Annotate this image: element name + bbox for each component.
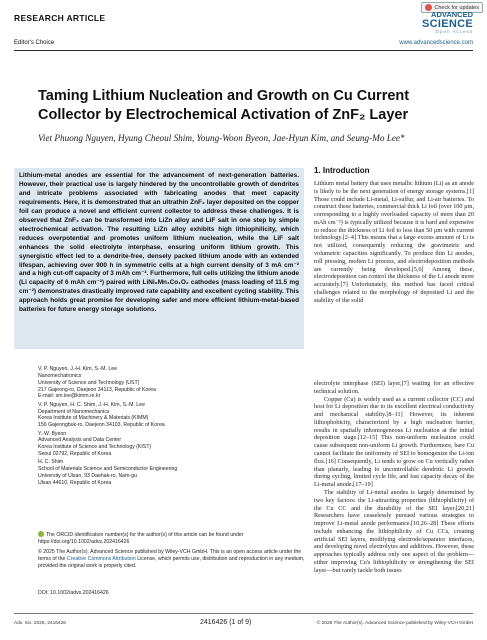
affiliations — [38, 366, 308, 488]
author-list: Viet Phuong Nguyen, Hyung Cheoul Shim, Young-Woon Byeon, Jae-Hyun Kim, and Seung-Mo Lee* — [38, 133, 405, 143]
affiliation-item: H. C. Shim School of Materials Science and Semiconductor Engineering University of Ulsan, 93 Daehak-ro, Nam-gu Ulsan 44610, Republic of Korea — [38, 459, 178, 486]
abstract-text: Lithium-metal anodes are essential for the advancement of next-generation batteries. However, their practical use is largely hindered by the uncontrollable growth of dendrites and intricate problems associated with fabricating anodes that meet capacity requirements. Here, it is demonstrated that an ultrathin ZnF₂ layer deposited on the copper foil can produce a novel and efficient current collector to address these challenges. It is observed that ZnF₂ can be transformed into LiZn alloy and LiF salt in one step by simple electrochemical activation. The resulting LiZn alloy exhibits high lithiophilicity, which reduces overpotential and promotes uniform lithium nucleation, while the LiF salt enhances the solid electrolyte interphase, ensuring uniform lithium growth. This synergistic effect led to a dendrite-free, densely packed lithium anode with an extended lifespan, achieving over 900 h in symmetric cells at a high current density of 3 mA cm⁻² and a high cut-off capacity of 3 mAh cm⁻². Furthermore, full cells utilizing the lithium anode (Li capacity of 6 mAh cm⁻²) paired with LiNi₈Mn₁Co₁O₂ cathodes (mass loading of 11.5 mg cm⁻²) demonstrates drastically improved rate capability and excellent cycling stability. This approach holds great promise for developing safer and more efficient lithium-metal-based batteries for future energy storage solutions. — [19, 172, 299, 314]
journal-logo-line1: ADVANCED — [431, 10, 473, 19]
body-text-lower — [314, 380, 474, 575]
check-for-updates-label: Check for updates — [434, 4, 479, 11]
doi-label[interactable]: DOI: 10.1002/advs.202416426 — [38, 590, 109, 596]
affiliation-item: V. P. Nguyen, H. C. Shim, J.-H. Kim, S.-M. Lee Department of Nanomechanics Korea Institute of Machinery & Materials (KIMM) 156 Gajeongbuk-ro, Daejeon 34103, Republic of Korea — [38, 401, 165, 429]
intro-paragraph: electrolyte interphase (SEI) layer,[7] waiting for an effective technical solution. — [314, 380, 474, 395]
license-link[interactable]: Creative Commons Attribution — [66, 555, 136, 562]
intro-paragraph: The stability of Li-metal anodes is largely determined by two key factors: the Li-attracting properties (lithiophilicity) of the Cu CC and the durability of the SEI layer.[20,21] Researchers have ceaselessly pursued various strategies to improve Li-metal anode performance.[10,26–28] These efforts include enhancing the lithiophilicity of Cu CCs, creating artificial SEI layers, modifying electrode/separator interfaces, and developing novel electrolytes and additives. However, these approaches typically address only one aspect of the problem—either improving Cu's lithiophilicity or strengthening the SEI layer—but rarely tackle both issues — [314, 488, 474, 574]
abstract-box — [14, 168, 304, 349]
section-label: Editor's Choice — [14, 40, 55, 46]
journal-access-label: Open Access — [435, 28, 473, 34]
footer-divider — [14, 613, 473, 614]
article-title: Taming Lithium Nucleation and Growth on Cu Current Collector by Electrochemical Activation of ZnF₂ Layer — [38, 88, 410, 123]
journal-logo-line2: SCIENCE — [422, 17, 473, 30]
orcid-note-text[interactable]: The ORCID identification number(s) for the author(s) of this article can be found under https://doi.org/10.1002/advs.202416426 — [38, 532, 244, 545]
license-text-before: © 2025 The Author(s). Advanced Science published by Wiley-VCH GmbH. This is an open access article under the terms of the — [38, 549, 302, 562]
affiliation-item: V. P. Nguyen, J.-H. Kim, S.-M. Lee Nanomechatronics University of Science and Technology (UST) 217 Gajeong-ro, Daejeon 34113, Republic of Korea E-mail: sm.lee@kimm.re.kr — [38, 366, 156, 400]
article-type: RESEARCH ARTICLE — [14, 13, 106, 23]
footer-citation: Adv. Sci. 2025, 2416426 — [14, 621, 66, 626]
license-note — [38, 549, 308, 570]
affiliation-item: Y.-W. Byeon Advanced Analysis and Data Center Korea Institute of Science and Technology (KIST) Seoul 02792, Republic of Korea — [38, 430, 152, 458]
intro-paragraph: Lithium metal battery that uses metallic lithium (Li) as an anode is likely to be the next generation of energy storage systems.[1] Those could include Li-metal, Li-sulfur, and Li-air batteries. To construct these batteries, commercial thick Li foil (over 100 µm, corresponding to a highly overloaded capacity of more than 20 mAh cm⁻²) is typically utilized because it is hard and expensive to reduce the thickness of Li foil to less than 50 µm with current technology.[2–4] This means that a large excess amount of Li is not utilized, consequently reducing the gravimetric and volumetric capacities significantly. To produce thin Li anodes, roll pressing, molten Li process, and electrodeposition methods are currently being developed.[5,6] Among these, electrodeposition can control the thickness of the Li anode more accurately.[7] Unfortunately, this method has faced critical challenges related to the morphology of deposited Li and the stability of the solid — [314, 180, 474, 304]
page-number: 2416426 (1 of 9) — [200, 619, 252, 626]
intro-paragraph: Copper (Cu) is widely used as a current collector (CC) and host for Li deposition due to its excellent electrical conductivity and mechanical stability.[8–11] However, its inherent lithiophobicity, characterized by a high nucleation barrier, results in spatially inhomogeneous Li nucleation at the initial deposition stage.[12–15] This non-uniform nucleation could cause subsequent non-uniform Li growth. Furthermore, bare Cu cannot facilitate the uniformity of SEI to homogenize the Li-ion flux.[16] Consequently, Li tends to grow on Cu vertically rather than planarly, leading to uncontrollable dendritic Li growth during cycling, limited cycle life, and fast capacity decay of the Li-metal anode.[17–19] — [314, 395, 474, 489]
intro-heading: 1. Introduction — [314, 166, 370, 175]
orcid-icon — [38, 531, 44, 537]
intro-column-text — [314, 180, 474, 305]
journal-logo — [422, 11, 473, 35]
orcid-note — [38, 531, 308, 546]
footer-copyright: © 2025 The Author(s). Advanced Science published by Wiley-VCH GmbH — [316, 621, 473, 626]
header-divider — [14, 50, 473, 51]
license-text-after: License, which permits use, distribution and reproduction in any medium, provided the original work is properly cited. — [38, 555, 305, 569]
journal-url-link[interactable]: www.advancedscience.com — [399, 40, 473, 46]
